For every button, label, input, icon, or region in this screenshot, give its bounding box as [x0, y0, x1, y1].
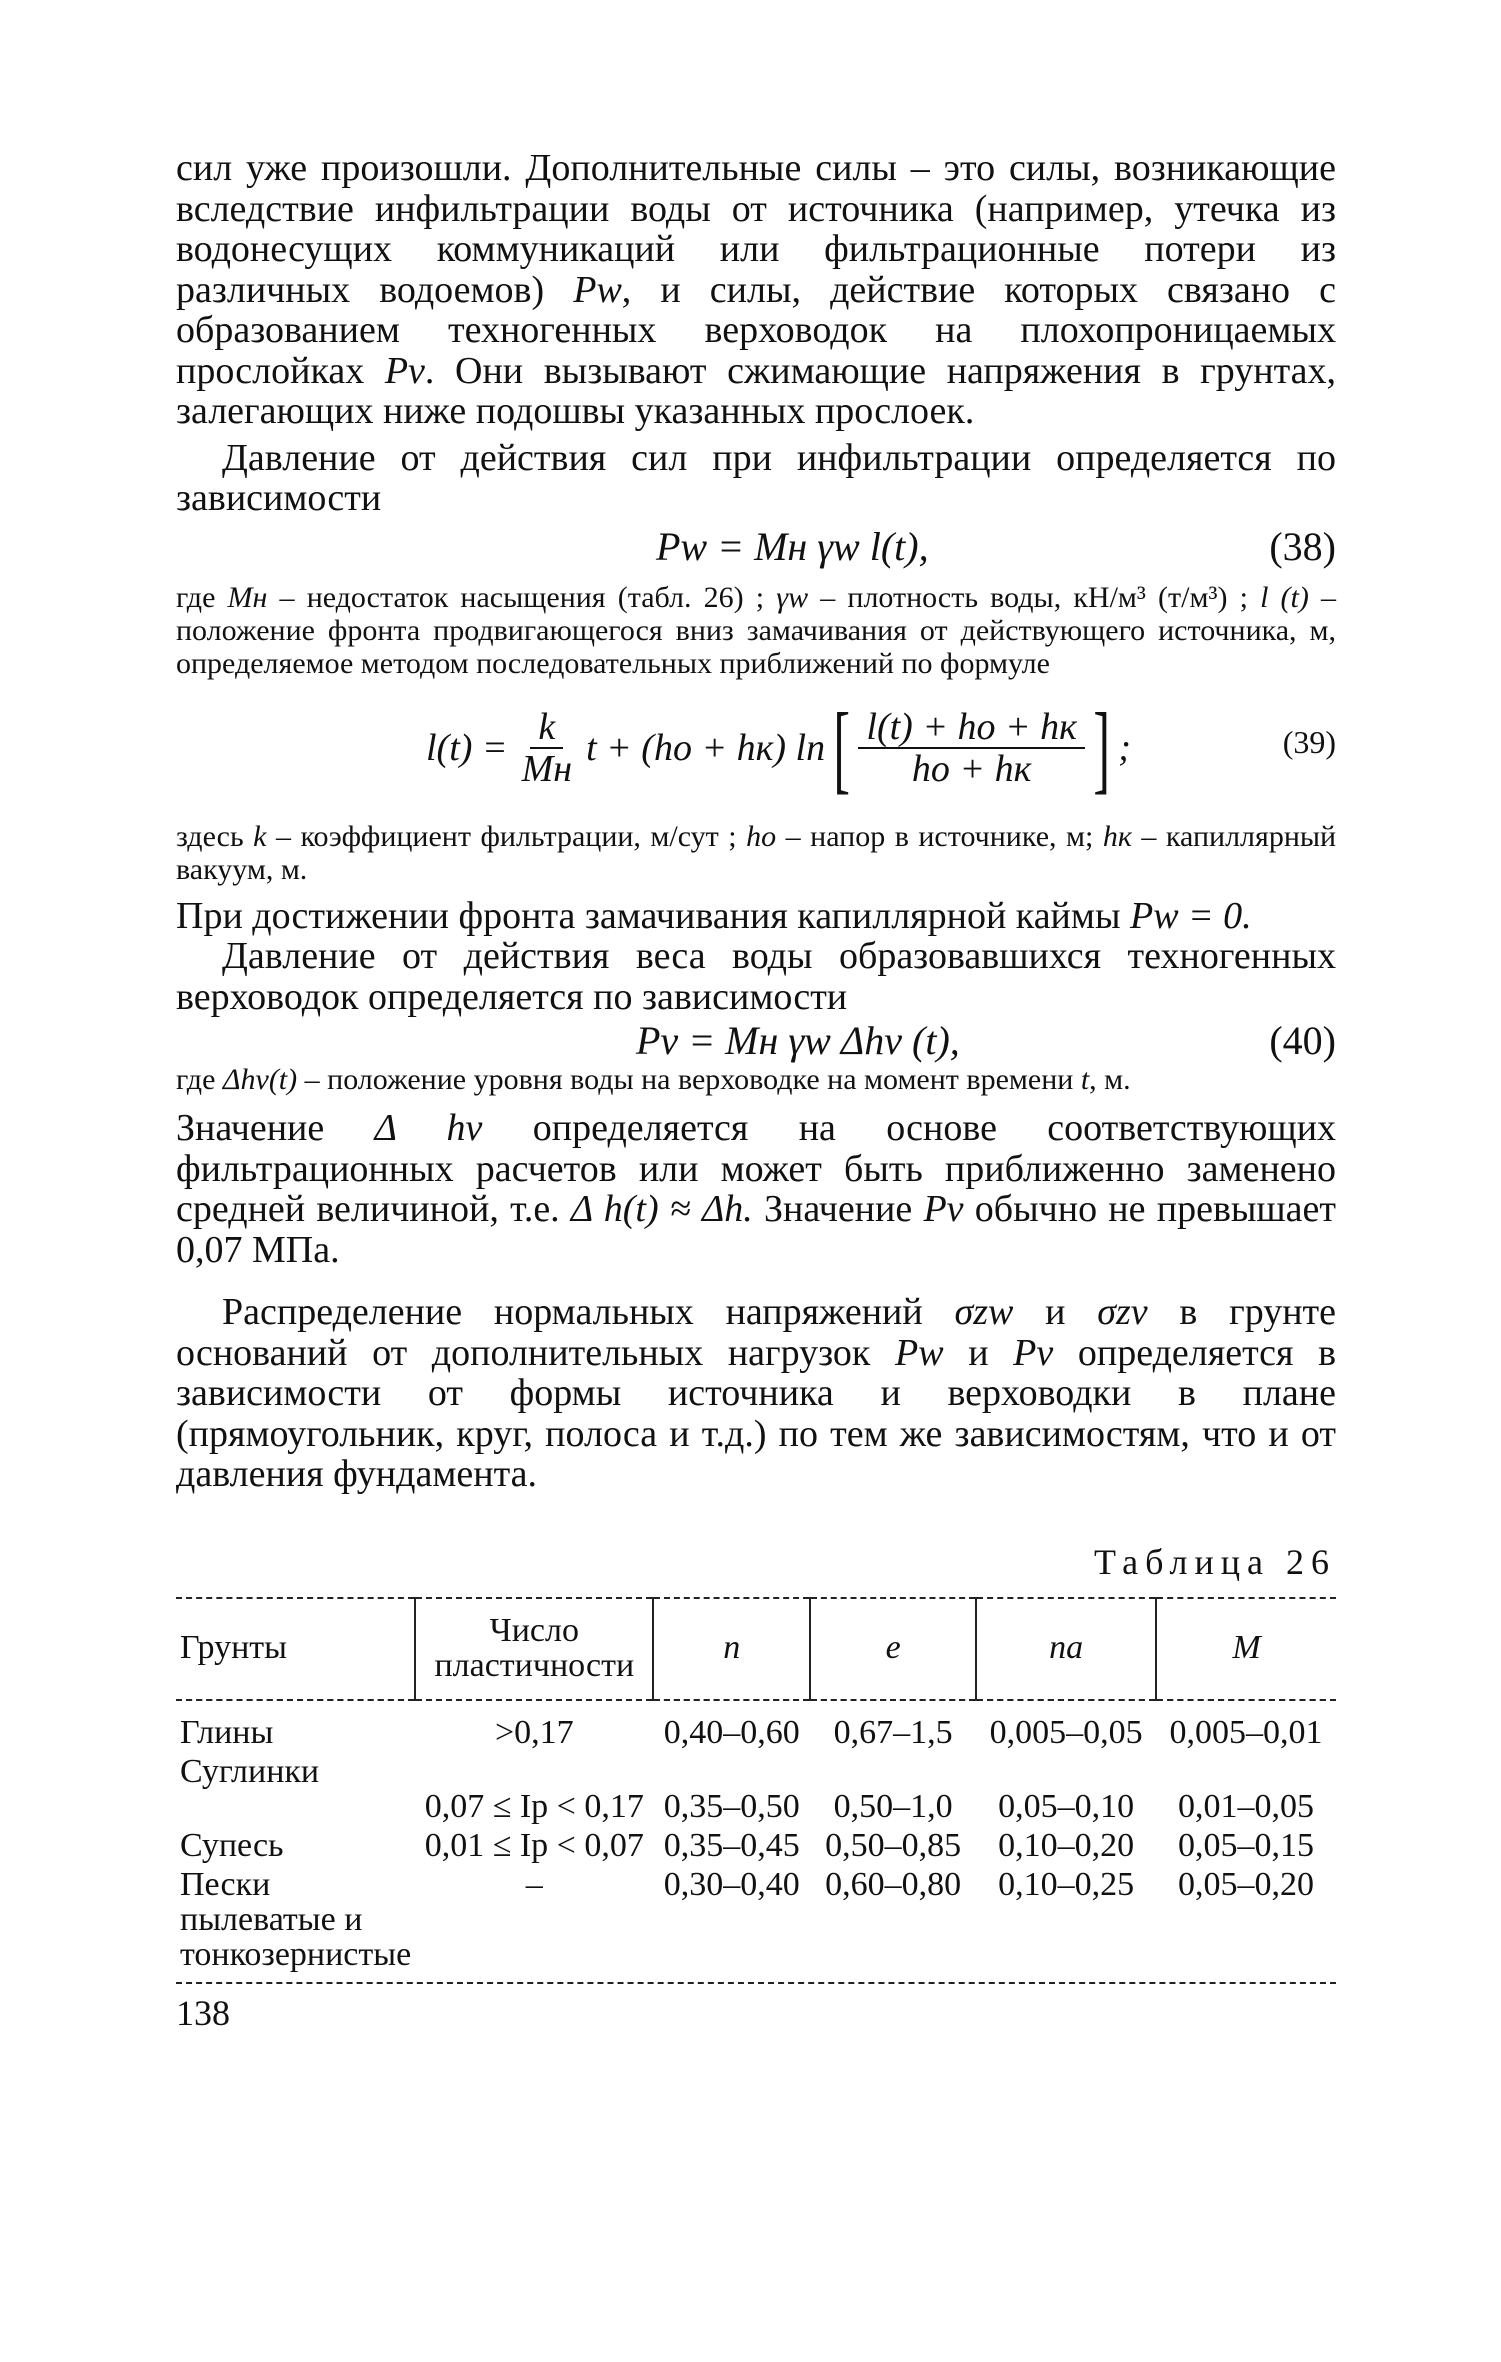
paragraph-5-text: При достижении фронта замачивания капиллярной каймы [176, 894, 1121, 937]
table-bottom-rule [176, 1982, 1336, 1984]
paragraph-8-text-b: определяется на основе соответствующих фильтрационных расчетов или может быть приближенно заменено средней величиной, т.е. [176, 1107, 1337, 1230]
paragraph-3-text-b: – недостаток насыщения (табл. 26) ; [279, 580, 765, 614]
table-cell: 0,50–0,85 [825, 1826, 962, 1864]
paragraph-1-text-b: , и силы, действие которых связано с образованием техногенных верховодок на плохопроницаемых прослойках [176, 268, 1337, 392]
header-na: na [976, 1598, 1156, 1700]
table-cell: 0,10–0,20 [998, 1826, 1135, 1864]
formula-39-number: (39) [1282, 723, 1336, 760]
symbol-k: k [253, 819, 267, 853]
paragraph-8-text-c: Значение [763, 1188, 913, 1230]
symbol-delta-hv-t: Δhv(t) [222, 1063, 298, 1096]
symbol-hk: hк [1102, 819, 1132, 853]
symbol-pw-zero: Pw = 0. [1129, 894, 1252, 937]
table-cell: 0,60–0,80 [825, 1865, 962, 1903]
formula-39-fraction-1: $\frac{k}{Mн}$ [521, 705, 573, 790]
table-cell: 0,05–0,20 [1178, 1865, 1315, 1903]
paragraph-4-text-d: – капиллярный вакуум, м. [176, 819, 1337, 886]
left-bracket-icon: [ [833, 691, 851, 803]
paragraph-8-text-d: обычно не превышает 0,07 МПа. [176, 1188, 1337, 1271]
formula-39-fraction-2: $\frac{l(t) + ho + hк}{ho + hк}$ [858, 707, 1084, 789]
table-cell: Супесь [180, 1826, 284, 1864]
paragraph-9-text-b: и [1045, 1291, 1066, 1333]
paragraph-4-text-c: – напор в источнике, м; [785, 819, 1094, 853]
paragraph-4-text-a: здесь [176, 819, 244, 853]
table-row [176, 1824, 1336, 1863]
paragraph-4-text-b: – коэффициент фильтрации, м/сут ; [276, 819, 737, 853]
symbol-t: t [1080, 1063, 1090, 1096]
right-bracket-icon: ] [1093, 691, 1110, 803]
table-26 [176, 1597, 1336, 1972]
table-caption: Таблица 26 [1094, 1541, 1336, 1582]
table-cell: 0,005–0,05 [989, 1713, 1143, 1751]
table-cell: 0,67–1,5 [833, 1713, 953, 1751]
formula-38-number: (38) [1269, 523, 1336, 569]
table-cell: >0,17 [494, 1713, 574, 1751]
paragraph-1-text-c: . Они вызывают сжимающие напряжения в грунтах, залегающих ниже подошвы указанных прослоек. [176, 349, 1336, 432]
formula-38-expression: Pw = Mн γw l(t), [656, 523, 929, 569]
table-cell: 0,30–0,40 [663, 1865, 800, 1903]
formula-39: l(t) = $\frac{k}{Mн}$ t + (ho + hк) ln [ $\frac{l(t) + ho + hк}{ho + hк}$ ] ; (39) [426, 691, 1336, 803]
formula-38 [176, 523, 1336, 575]
paragraph-7-text-a: где [176, 1063, 216, 1096]
symbol-pv-2: Pv [923, 1188, 964, 1230]
formula-40-expression: Pv = Mн γw Δhv (t), [636, 1018, 960, 1063]
paragraph-9-text-c: в грунте оснований от дополнительных нагрузок [176, 1291, 1337, 1374]
table-cell: 0,10–0,25 [998, 1865, 1135, 1903]
table-row [176, 1863, 1336, 1972]
symbol-pw-2: Pw [895, 1331, 944, 1374]
table-cell: Пески пылеватые и тонкозернистые [180, 1865, 412, 1973]
header-plasticity: Число пластичности [415, 1598, 653, 1700]
paragraph-3-text-d: – положение фронта продвигающегося вниз замачивания от действующего источника, м, определяемое методом последовательных приближений по формуле [176, 580, 1336, 680]
table-cell: 0,50–1,0 [833, 1787, 953, 1825]
paragraph-7 [176, 1063, 1336, 1096]
symbol-pv: Pv [384, 349, 425, 392]
header-soils: Грунты [176, 1598, 415, 1700]
symbol-delta-h-approx: Δ h(t) ≈ Δh. [570, 1188, 753, 1230]
symbol-l-t: l (t) [1260, 580, 1309, 614]
table-cell: 0,40–0,60 [663, 1713, 800, 1751]
page-number: 138 [176, 1992, 230, 2033]
paragraph-8-text-a: Значение [176, 1107, 325, 1149]
header-e: e [810, 1598, 976, 1700]
paragraph-8 [176, 1108, 1336, 1270]
table-cell: 0,07 ≤ Ip < 0,17 [424, 1787, 644, 1825]
table-cell: 0,35–0,50 [663, 1787, 800, 1825]
paragraph-1 [176, 148, 1336, 432]
paragraph-3 [176, 581, 1336, 680]
paragraph-6: Давление от действия веса воды образовавшихся техногенных верховодок определяется по зависимости [176, 935, 1336, 1018]
symbol-gamma-w: γw [776, 580, 809, 614]
table-cell: 0,01 ≤ Ip < 0,07 [424, 1826, 644, 1864]
table-cell: – [525, 1865, 543, 1903]
table-cell: 0,05–0,15 [1178, 1826, 1315, 1864]
paragraph-5 [176, 896, 1336, 937]
paragraph-9-text-e: определяется в зависимости от формы источника и верховодки в плане (прямоугольник, круг, полоса и т.д.) по тем же зависимостям, что и от давления фундамента. [176, 1331, 1337, 1495]
header-m: M [1156, 1598, 1336, 1700]
table-header-row [176, 1598, 1336, 1700]
formula-40-number: (40) [1269, 1018, 1336, 1063]
header-n: n [653, 1598, 810, 1700]
paragraph-7-text-b: – положение уровня воды на верховодке на момент времени [304, 1063, 1074, 1096]
table-cell: Суглинки [180, 1752, 320, 1790]
symbol-ho: ho [746, 819, 777, 853]
formula-39-lhs: l(t) = [426, 726, 508, 769]
symbol-sigma-zw: σzw [954, 1291, 1014, 1333]
paragraph-4 [176, 820, 1336, 886]
formula-40 [176, 1017, 1336, 1063]
symbol-delta-hv: Δ hv [374, 1107, 483, 1149]
table-cell: Глины [180, 1713, 274, 1751]
table-row [176, 1700, 1336, 1750]
paragraph-9-text-a: Распределение нормальных напряжений [222, 1291, 923, 1333]
table-cell: 0,05–0,10 [998, 1787, 1135, 1825]
paragraph-7-text-c: , м. [1089, 1063, 1131, 1096]
symbol-mn: Mн [227, 580, 268, 614]
symbol-sigma-zv: σzv [1097, 1291, 1148, 1333]
symbol-pw: Pw [573, 268, 622, 311]
symbol-pv-3: Pv [1013, 1331, 1054, 1374]
table-cell: 0,005–0,01 [1169, 1713, 1323, 1751]
paragraph-9 [176, 1292, 1336, 1495]
document-page [176, 148, 1336, 2034]
paragraph-3-text-a: где [176, 580, 216, 614]
paragraph-1-text-a: сил уже произошли. Дополнительные силы – это силы, возникающие вследствие инфильтрации воды от источника (например, утечка из водонесущих коммуникаций или фильтрационные потери из различных водоемов) [176, 147, 1336, 311]
formula-39-middle: t + (ho + hк) ln [586, 726, 826, 769]
paragraph-3-text-c: – плотность воды, кН/м³ (т/м³) ; [820, 580, 1248, 614]
table-row [176, 1750, 1336, 1824]
paragraph-9-text-d: и [968, 1331, 989, 1374]
table-cell: 0,35–0,45 [663, 1826, 800, 1864]
paragraph-2: Давление от действия сил при инфильтрации определяется по зависимости [176, 436, 1336, 519]
table-cell: 0,01–0,05 [1178, 1787, 1315, 1825]
